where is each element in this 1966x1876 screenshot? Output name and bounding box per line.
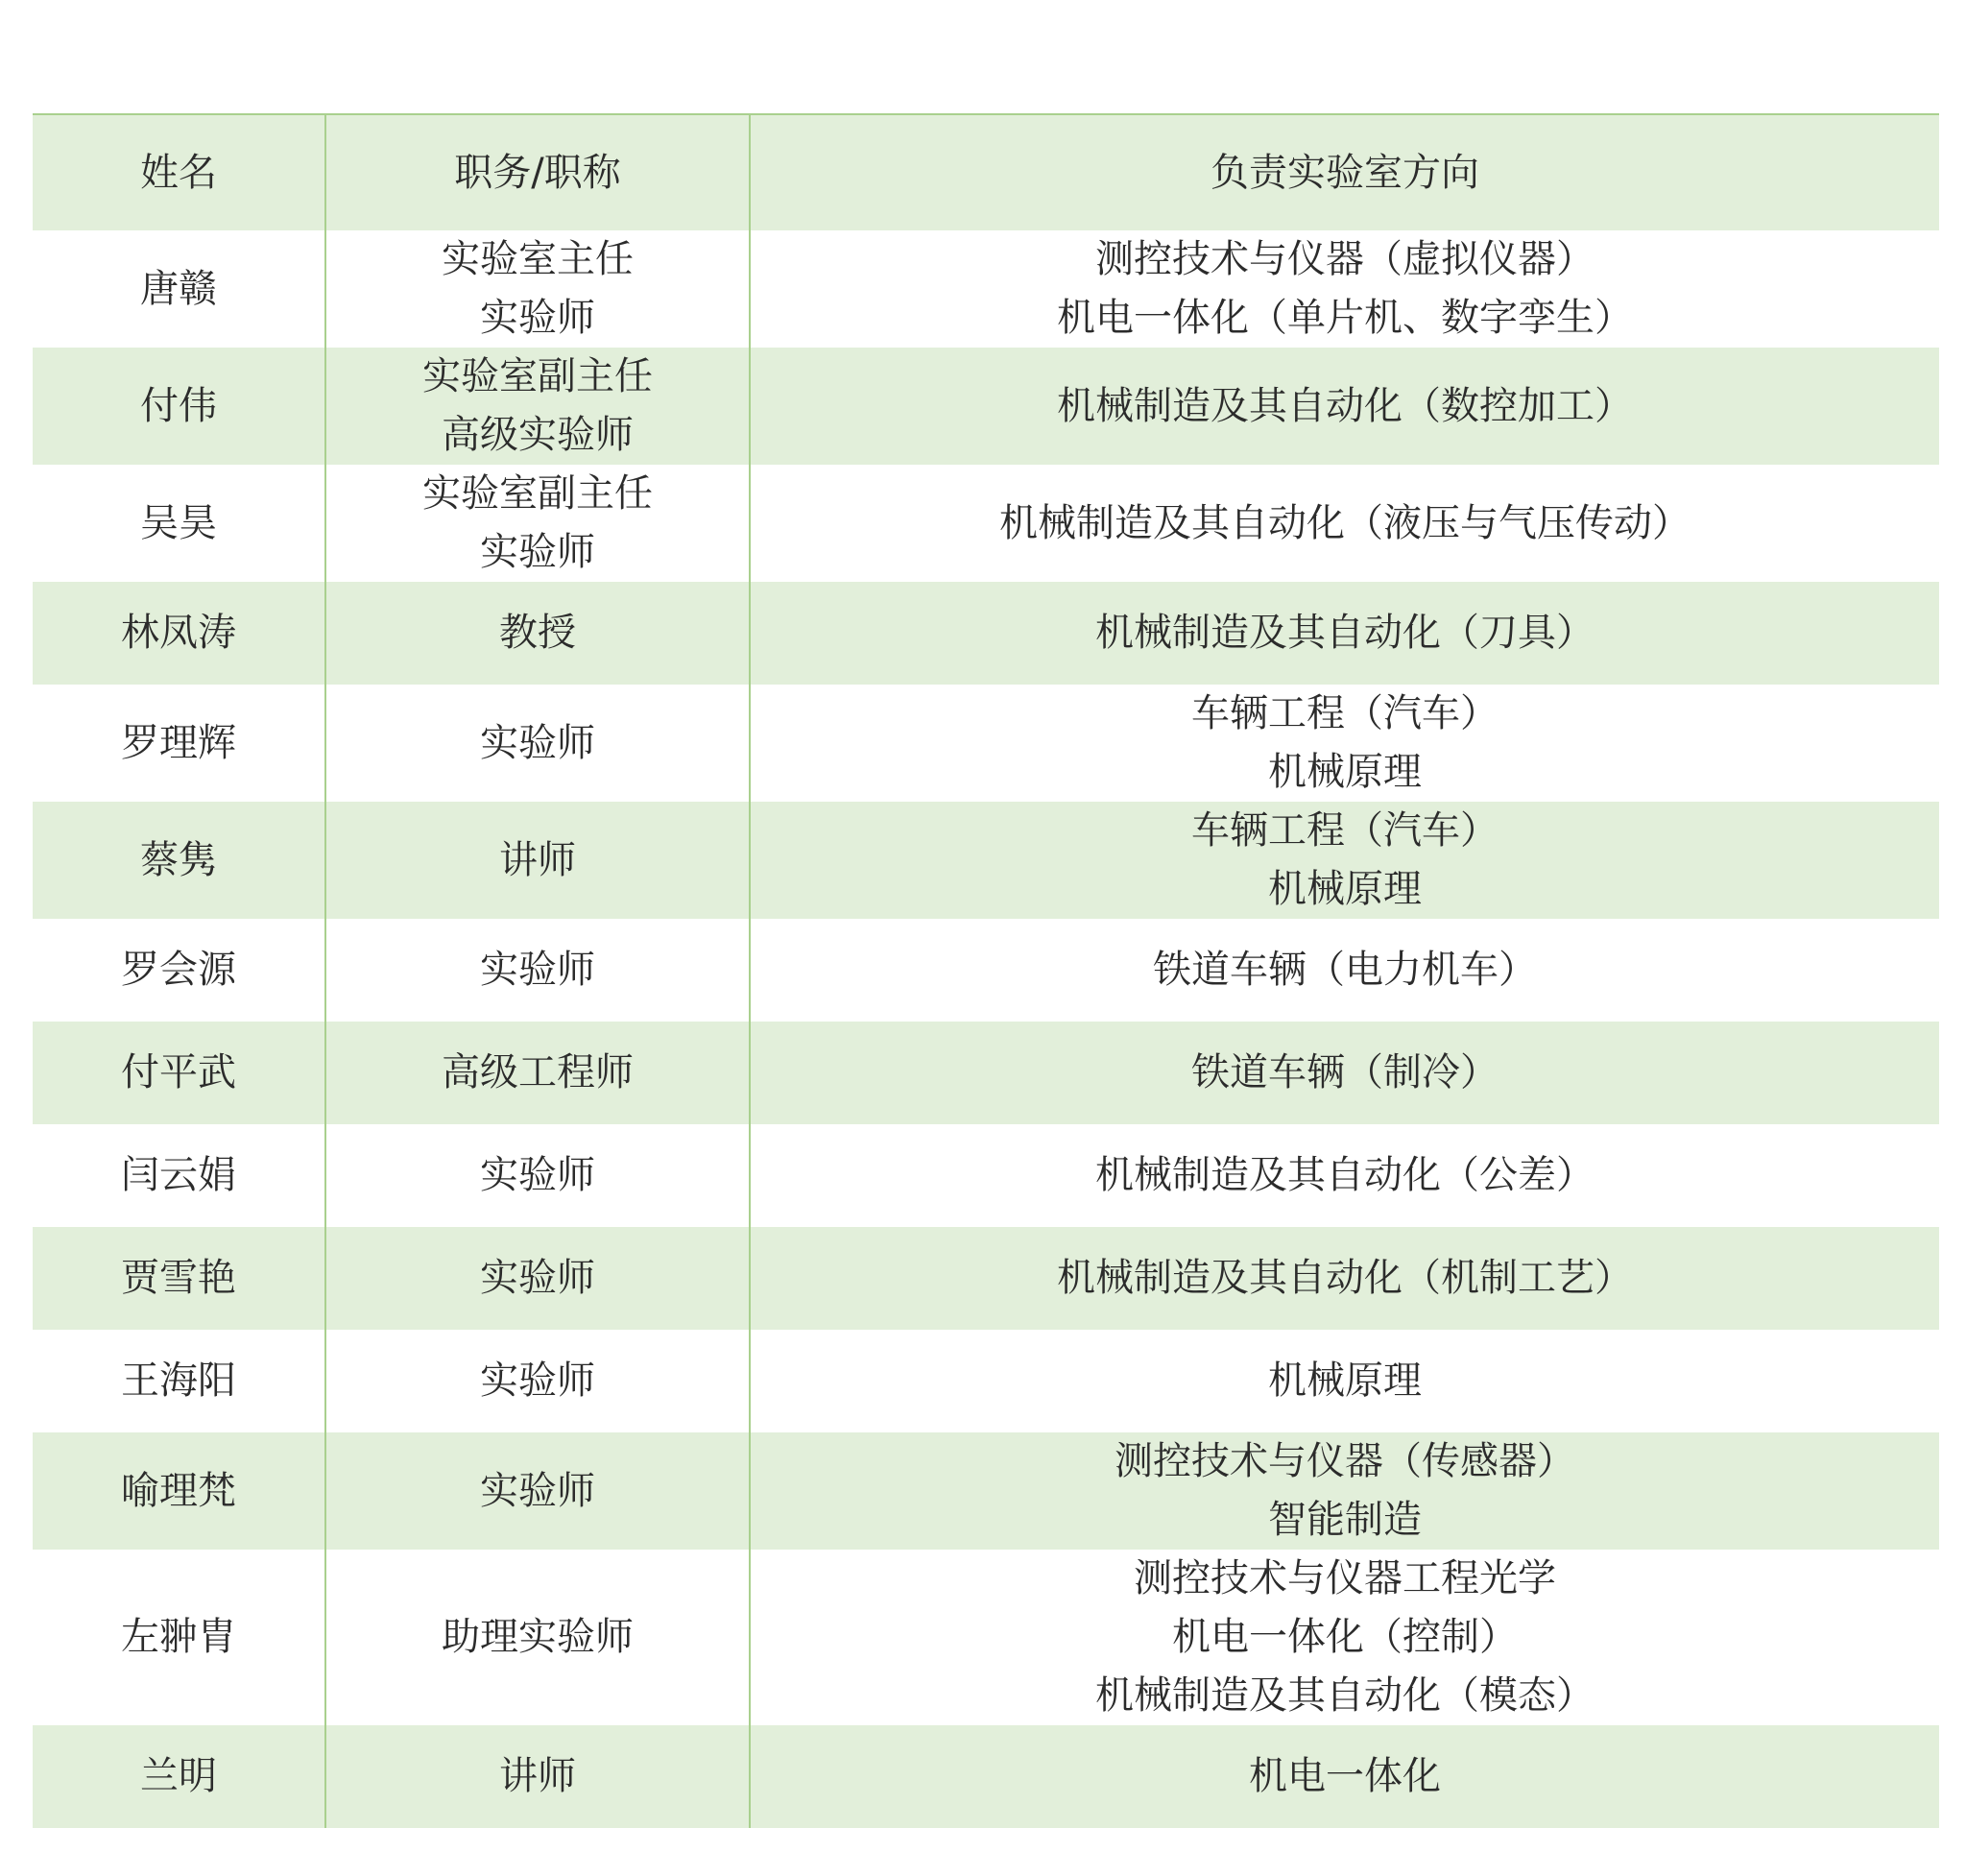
direction-line: 机械制造及其自动化（模态） (1095, 1673, 1594, 1718)
cell-name: 贾雪艳 (121, 1256, 236, 1300)
cell-direction (750, 230, 1939, 348)
cell-title (325, 919, 750, 1022)
direction-line: 铁道车辆（电力机车） (1153, 948, 1537, 992)
cell-direction (750, 348, 1939, 465)
direction-line: 机械制造及其自动化（公差） (1095, 1153, 1594, 1197)
table-row (33, 1330, 1939, 1432)
title-line: 助理实验师 (442, 1615, 634, 1659)
table-row (33, 230, 1939, 348)
direction-line: 测控技术与仪器（传感器） (1115, 1439, 1575, 1483)
cell-name: 蔡隽 (140, 837, 217, 882)
direction-line: 机电一体化（控制） (1172, 1615, 1518, 1659)
cell-title (325, 1330, 750, 1432)
cell-title (325, 465, 750, 582)
cell-direction (750, 1330, 1939, 1432)
header-direction: 负责实验室方向 (750, 114, 1939, 230)
title-line: 实验师 (480, 1153, 595, 1197)
title-line: 讲师 (499, 1754, 576, 1798)
title-line: 讲师 (499, 837, 576, 882)
cell-direction (750, 465, 1939, 582)
direction-line: 机电一体化 (1249, 1754, 1441, 1798)
cell-direction (750, 685, 1939, 802)
cell-title (325, 685, 750, 802)
title-line: 实验师 (480, 1468, 595, 1513)
cell-name: 罗理辉 (121, 720, 236, 765)
direction-line: 铁道车辆（制冷） (1191, 1050, 1498, 1094)
table-row (33, 919, 1939, 1022)
cell-name: 兰明 (140, 1754, 217, 1798)
cell-name: 唐赣 (140, 266, 217, 311)
cell-name: 王海阳 (121, 1359, 236, 1403)
direction-line: 车辆工程（汽车） (1191, 808, 1498, 853)
cell-title (325, 802, 750, 919)
cell-name: 付伟 (140, 383, 217, 428)
direction-line: 机械制造及其自动化（机制工艺） (1057, 1256, 1633, 1300)
cell-title (325, 1124, 750, 1227)
title-line: 实验师 (480, 1256, 595, 1300)
cell-title (325, 1022, 750, 1124)
cell-title (325, 348, 750, 465)
cell-direction (750, 919, 1939, 1022)
cell-direction (750, 1124, 1939, 1227)
table-row (33, 582, 1939, 685)
cell-direction (750, 1227, 1939, 1330)
header-name: 姓名 (140, 150, 217, 195)
direction-line: 机械原理 (1268, 1359, 1422, 1403)
table-row (33, 1124, 1939, 1227)
title-line: 实验师 (480, 530, 595, 574)
cell-direction (750, 582, 1939, 685)
direction-line: 智能制造 (1268, 1498, 1422, 1542)
table-row (33, 465, 1939, 582)
direction-line: 机械制造及其自动化（刀具） (1095, 611, 1594, 655)
cell-title (325, 230, 750, 348)
title-line: 高级工程师 (442, 1050, 634, 1094)
table-row (33, 1227, 1939, 1330)
cell-title (325, 1550, 750, 1725)
title-line: 实验师 (480, 720, 595, 765)
direction-line: 机械原理 (1268, 750, 1422, 794)
header-title: 职务/职称 (325, 114, 750, 230)
title-line: 实验师 (480, 948, 595, 992)
cell-direction (750, 1550, 1939, 1725)
direction-line: 测控技术与仪器（虚拟仪器） (1095, 237, 1594, 281)
cell-direction (750, 1022, 1939, 1124)
cell-title (325, 1432, 750, 1550)
table-row (33, 1022, 1939, 1124)
title-line: 实验师 (480, 1359, 595, 1403)
cell-name: 罗会源 (121, 948, 236, 992)
title-line: 教授 (499, 611, 576, 655)
direction-line: 测控技术与仪器工程光学 (1134, 1556, 1556, 1600)
title-line: 实验师 (480, 296, 595, 340)
table-row (33, 1432, 1939, 1550)
staff-table (33, 113, 1939, 1828)
title-line: 实验室主任 (442, 237, 634, 281)
table-row (33, 348, 1939, 465)
cell-direction (750, 1725, 1939, 1828)
direction-line: 车辆工程（汽车） (1191, 691, 1498, 735)
table-row (33, 802, 1939, 919)
title-line: 高级实验师 (442, 413, 634, 457)
direction-line: 机械制造及其自动化（数控加工） (1057, 383, 1633, 428)
header-row (33, 114, 1939, 230)
cell-name: 林凤涛 (121, 611, 236, 655)
cell-name: 闫云娟 (121, 1153, 236, 1197)
cell-direction (750, 802, 1939, 919)
cell-name: 吴昊 (140, 500, 217, 545)
table-row (33, 1550, 1939, 1725)
direction-line: 机械制造及其自动化（液压与气压传动） (999, 500, 1690, 545)
table-row (33, 685, 1939, 802)
cell-direction (750, 1432, 1939, 1550)
cell-title (325, 1227, 750, 1330)
direction-line: 机电一体化（单片机、数字孪生） (1057, 296, 1633, 340)
title-line: 实验室副主任 (422, 471, 653, 516)
cell-name: 左翀胄 (121, 1615, 236, 1659)
cell-title (325, 582, 750, 685)
cell-name: 喻理梵 (121, 1468, 236, 1513)
table-row (33, 1725, 1939, 1828)
direction-line: 机械原理 (1268, 867, 1422, 911)
cell-name: 付平武 (121, 1050, 236, 1094)
title-line: 实验室副主任 (422, 354, 653, 398)
cell-title (325, 1725, 750, 1828)
